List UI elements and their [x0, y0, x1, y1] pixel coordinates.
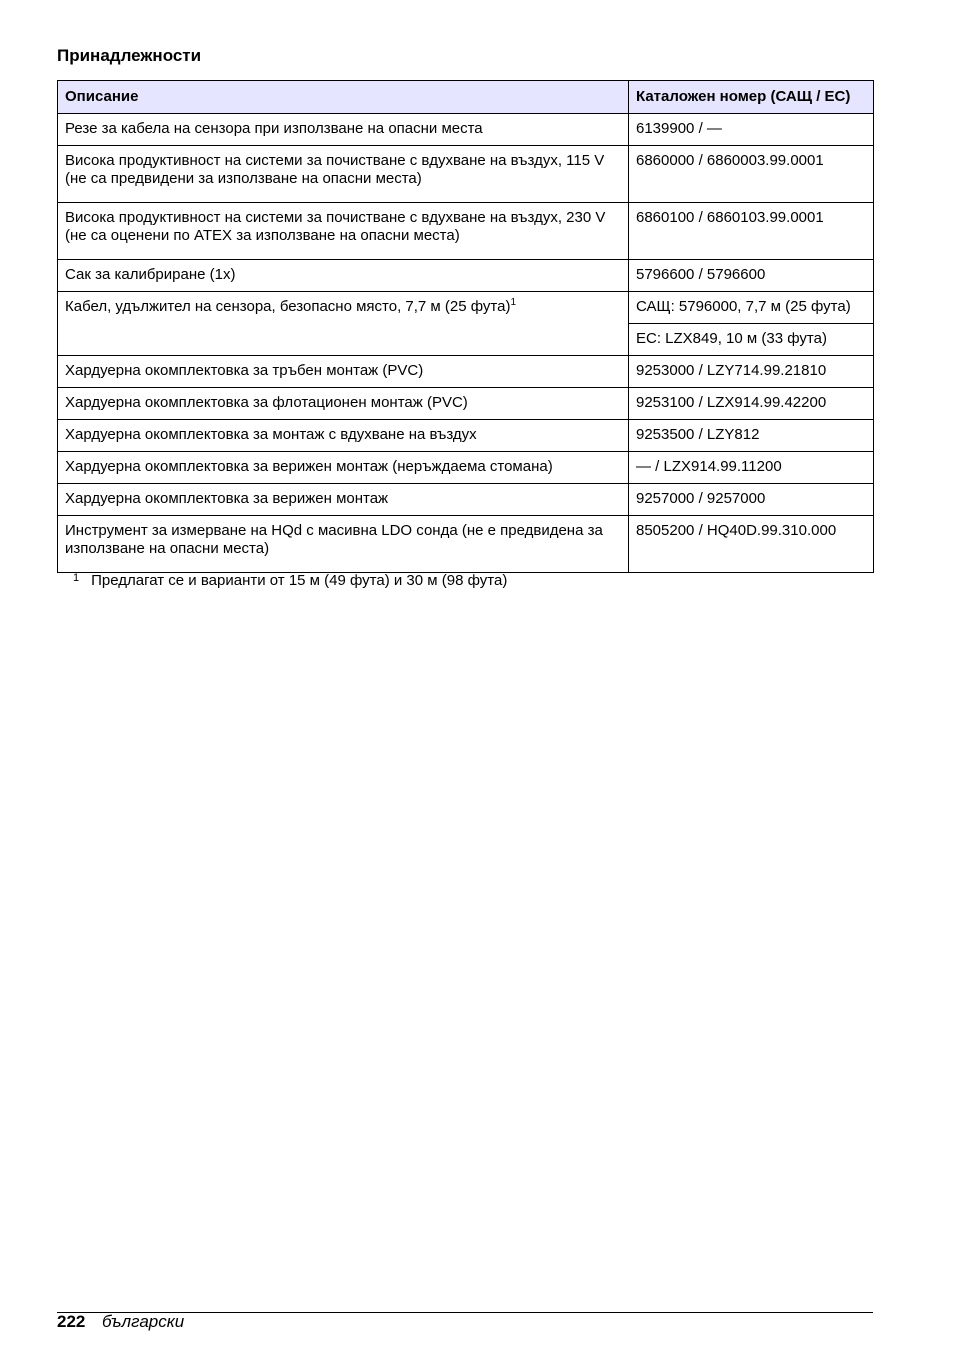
table-row — [58, 260, 874, 292]
table-row — [58, 484, 874, 516]
table-row — [58, 114, 874, 146]
row-catalog-number: 5796600 / 5796600 — [629, 260, 874, 292]
row-description: Инструмент за измерване на HQd с масивна LDO сонда (не е предвидена за използване на опасни места) — [58, 516, 629, 573]
table-row — [58, 146, 874, 203]
table-row — [58, 292, 874, 324]
row-description: Хардуерна окомплектовка за флотационен монтаж (PVC) — [58, 388, 629, 420]
row-description — [58, 292, 629, 356]
accessories-table — [57, 80, 874, 573]
row-catalog-number-us: САЩ: 5796000, 7,7 м (25 фута) — [629, 292, 874, 324]
row-catalog-number: 9253100 / LZX914.99.42200 — [629, 388, 874, 420]
row-catalog-number: 8505200 / HQ40D.99.310.000 — [629, 516, 874, 573]
header-description: Описание — [58, 81, 629, 114]
row-description: Хардуерна окомплектовка за тръбен монтаж (PVC) — [58, 356, 629, 388]
row-catalog-number: 9257000 / 9257000 — [629, 484, 874, 516]
row-description: Хардуерна окомплектовка за верижен монтаж — [58, 484, 629, 516]
table-row — [58, 203, 874, 260]
footnote — [73, 572, 507, 590]
page-number: 222 — [57, 1312, 86, 1331]
table-row — [58, 516, 874, 573]
row-catalog-number: 9253000 / LZY714.99.21810 — [629, 356, 874, 388]
row-catalog-number: — / LZX914.99.11200 — [629, 452, 874, 484]
row-description: Висока продуктивност на системи за почистване с вдухване на въздух, 230 V (не са оценени по ATEX за използване на опасни места) — [58, 203, 629, 260]
table-row — [58, 388, 874, 420]
row-description: Хардуерна окомплектовка за монтаж с вдухване на въздух — [58, 420, 629, 452]
row-description-text: Кабел, удължител на сензора, безопасно място, 7,7 м (25 фута) — [65, 298, 511, 315]
row-description: Резе за кабела на сензора при използване на опасни места — [58, 114, 629, 146]
table-row — [58, 452, 874, 484]
table-row — [58, 356, 874, 388]
row-description: Хардуерна окомплектовка за верижен монтаж (неръждаема стомана) — [58, 452, 629, 484]
row-catalog-number: 6860000 / 6860003.99.0001 — [629, 146, 874, 203]
table-row — [58, 420, 874, 452]
row-description: Висока продуктивност на системи за почистване с вдухване на въздух, 115 V (не са предвидени за използване на опасни места) — [58, 146, 629, 203]
row-catalog-number: 6860100 / 6860103.99.0001 — [629, 203, 874, 260]
row-catalog-number: 6139900 / — — [629, 114, 874, 146]
footnote-reference: 1 — [510, 297, 517, 308]
page-language: български — [102, 1312, 185, 1331]
row-catalog-number: 9253500 / LZY812 — [629, 420, 874, 452]
header-catalog-number: Каталожен номер (САЩ / ЕС) — [629, 81, 874, 114]
footnote-text: Предлагат се и варианти от 15 м (49 фута) и 30 м (98 фута) — [91, 572, 508, 589]
row-description: Сак за калибриране (1x) — [58, 260, 629, 292]
section-title: Принадлежности — [57, 46, 202, 65]
table-header-row — [58, 81, 874, 114]
row-catalog-number-eu: ЕС: LZX849, 10 м (33 фута) — [629, 324, 874, 356]
footnote-mark: 1 — [73, 572, 80, 584]
